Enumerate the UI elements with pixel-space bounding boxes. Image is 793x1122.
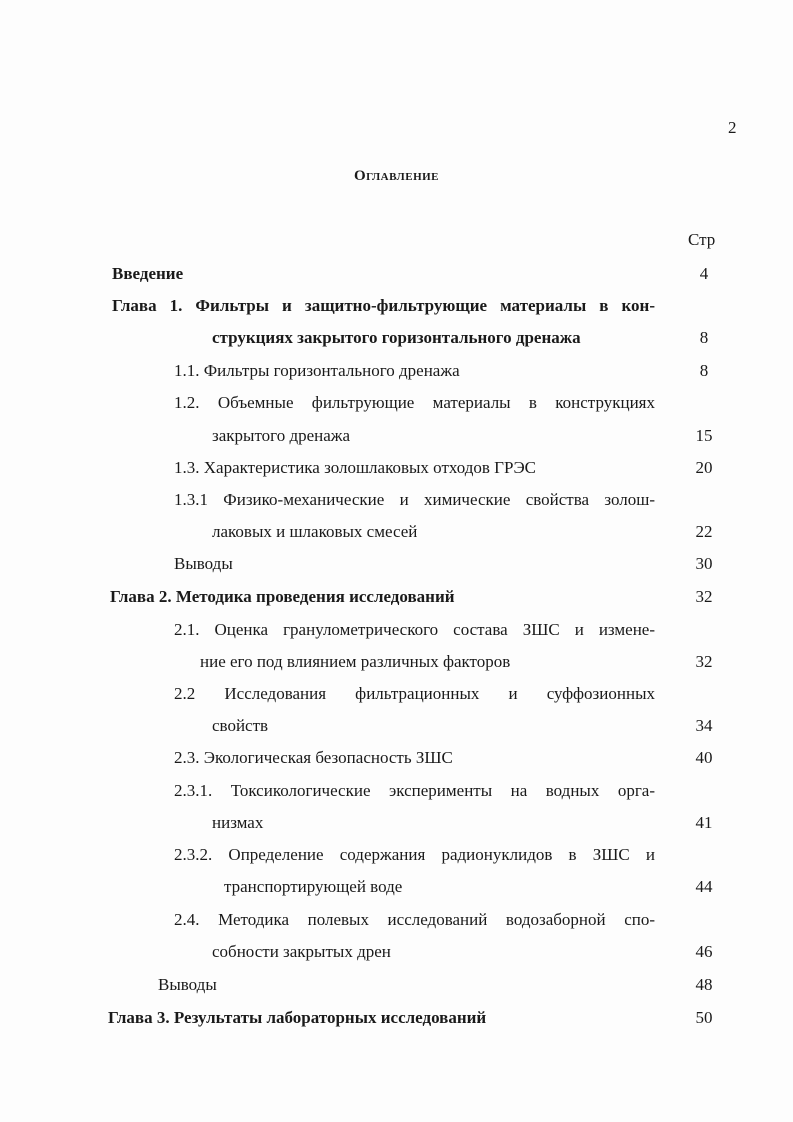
toc-entry-2-1: 2.1. Оценка гранулометрического состава ЗШС и измене- (174, 620, 655, 639)
toc-entry-2-2: 2.2 Исследования фильтрационных и суффозионных (174, 684, 655, 703)
toc-page-2-2: 34 (695, 716, 713, 735)
toc-entry-1-3: 1.3. Характеристика золошлаковых отходов ГРЭС (174, 458, 537, 477)
toc-entry-2-3-2-cont: транспортирующей воде (224, 877, 403, 896)
toc-page-1-3: 20 (695, 458, 713, 477)
toc-page-chapter-3: 50 (695, 1008, 713, 1027)
toc-page-1-2: 15 (695, 426, 713, 445)
toc-page-2-4: 46 (695, 942, 713, 961)
page-column-label: Стр (688, 230, 716, 249)
toc-entry-1-2: 1.2. Объемные фильтрующие материалы в конструкциях (174, 393, 655, 412)
toc-page-conclusions-2: 48 (695, 975, 713, 994)
toc-entry-chapter-1: Глава 1. Фильтры и защитно-фильтрующие материалы в кон- (112, 296, 655, 315)
toc-entry-2-3-1-cont: низмах (212, 813, 264, 832)
toc-entry-1-2-cont: закрытого дренажа (212, 426, 351, 445)
toc-entry-2-1-cont: ние его под влиянием различных факторов (200, 652, 511, 671)
toc-entry-conclusions-2: Выводы (158, 975, 217, 994)
toc-entry-chapter-3: Глава 3. Результаты лабораторных исследований (108, 1008, 487, 1027)
toc-page-chapter-1: 8 (699, 328, 709, 347)
toc-entry-2-4-cont: собности закрытых дрен (212, 942, 391, 961)
toc-entry-conclusions-1: Выводы (174, 554, 233, 573)
toc-entry-chapter-1-cont: струкциях закрытого горизонтального дренажа (212, 328, 581, 347)
toc-entry-2-2-cont: свойств (212, 716, 269, 735)
page-number: 2 (728, 118, 737, 137)
toc-page-1-3-1: 22 (695, 522, 713, 541)
toc-entry-2-3-1: 2.3.1. Токсикологические эксперименты на водных орга- (174, 781, 655, 800)
toc-entry-2-3-2: 2.3.2. Определение содержания радионуклидов в ЗШС и (174, 845, 655, 864)
toc-entry-2-3: 2.3. Экологическая безопасность ЗШС (174, 748, 453, 767)
toc-page-conclusions-1: 30 (695, 554, 713, 573)
toc-entry-1-1: 1.1. Фильтры горизонтального дренажа (174, 361, 460, 380)
toc-entry-2-4: 2.4. Методика полевых исследований водозаборной спо- (174, 910, 655, 929)
toc-page-2-1: 32 (695, 652, 713, 671)
toc-entry-1-3-1: 1.3.1 Физико-механические и химические свойства золош- (174, 490, 655, 509)
toc-page-chapter-2: 32 (695, 587, 713, 606)
toc-entry-chapter-2: Глава 2. Методика проведения исследований (110, 587, 455, 606)
toc-page-1-1: 8 (699, 361, 709, 380)
toc-entry-1-3-1-cont: лаковых и шлаковых смесей (212, 522, 418, 541)
toc-page-intro: 4 (699, 264, 709, 283)
toc-page-2-3: 40 (695, 748, 713, 767)
toc-entry-intro: Введение (112, 264, 184, 283)
toc-page-2-3-1: 41 (695, 813, 713, 832)
page-title: Оглавление (353, 168, 440, 184)
toc-page-2-3-2: 44 (695, 877, 713, 896)
